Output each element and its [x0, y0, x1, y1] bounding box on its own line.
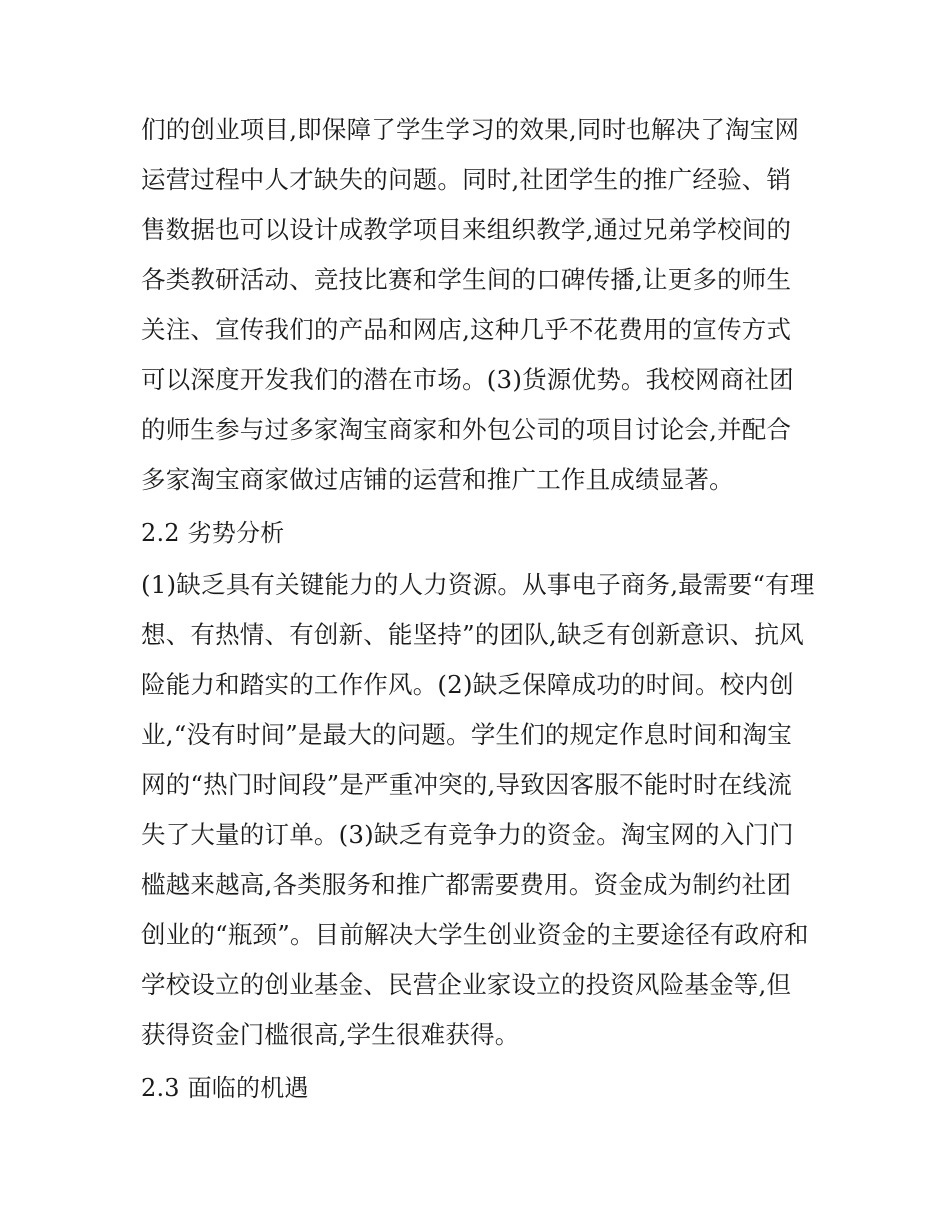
paragraph-line: 失了大量的订单。(3)缺乏有竞争力的资金。淘宝网的入门门 [141, 820, 794, 849]
paragraph-line: 业,“没有时间”是最大的问题。学生们的规定作息时间和淘宝 [141, 720, 792, 749]
paragraph-line: 创业的“瓶颈”。目前解决大学生创业资金的主要途径有政府和 [141, 920, 809, 949]
section-heading: 2.2 劣势分析 [141, 519, 285, 547]
paragraph-line: (1)缺乏具有关键能力的人力资源。从事电子商务,最需要“有理 [141, 570, 815, 599]
paragraph-line: 多家淘宝商家做过店铺的运营和推广工作且成绩显著。 [141, 465, 734, 494]
paragraph-line: 网的“热门时间段”是严重冲突的,导致因客服不能时时在线流 [141, 770, 792, 799]
paragraph-line: 们的创业项目,即保障了学生学习的效果,同时也解决了淘宝网 [141, 115, 800, 144]
paragraph-line: 运营过程中人才缺失的问题。同时,社团学生的推广经验、销 [141, 165, 792, 194]
paragraph-line: 各类教研活动、竞技比赛和学生间的口碑传播,让更多的师生 [141, 265, 792, 294]
paragraph-line: 学校设立的创业基金、民营企业家设立的投资风险基金等,但 [141, 970, 792, 999]
paragraph-line: 的师生参与过多家淘宝商家和外包公司的项目讨论会,并配合 [141, 415, 792, 444]
section-heading: 2.3 面临的机遇 [141, 1074, 309, 1102]
paragraph-line: 售数据也可以设计成教学项目来组织教学,通过兄弟学校间的 [141, 215, 792, 244]
paragraph-line: 获得资金门槛很高,学生很难获得。 [141, 1020, 520, 1049]
paragraph-line: 关注、宣传我们的产品和网店,这种几乎不花费用的宣传方式 [141, 315, 792, 344]
paragraph-line: 可以深度开发我们的潜在市场。(3)货源优势。我校网商社团 [141, 365, 794, 394]
paragraph-line: 想、有热情、有创新、能坚持”的团队,缺乏有创新意识、抗风 [141, 620, 804, 649]
paragraph-line: 槛越来越高,各类服务和推广都需要费用。资金成为制约社团 [141, 870, 792, 899]
paragraph-line: 险能力和踏实的工作作风。(2)缺乏保障成功的时间。校内创 [141, 670, 794, 699]
